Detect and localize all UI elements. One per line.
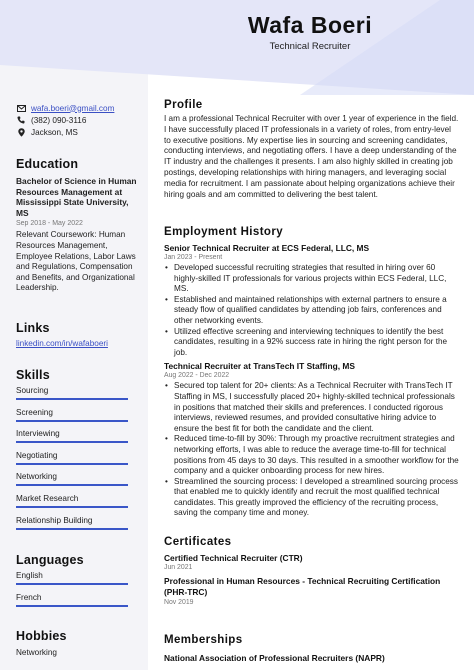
skill-label: Sourcing: [16, 386, 49, 395]
language-label: English: [16, 571, 43, 580]
job-bullets: [164, 263, 460, 358]
hobbies-heading: Hobbies: [16, 629, 67, 643]
education-block: [16, 176, 141, 294]
skill-item: [16, 408, 128, 422]
skill-label: Negotiating: [16, 451, 58, 460]
skill-item: [16, 516, 128, 530]
language-bar: [16, 583, 128, 585]
contact-phone-row: [16, 114, 141, 126]
linkedin-link[interactable]: linkedin.com/in/wafaboeri: [16, 339, 108, 348]
email-link[interactable]: wafa.boeri@gmail.com: [31, 103, 115, 113]
language-item: [16, 571, 128, 585]
contact-block: [16, 102, 141, 138]
certificate-title: Certified Technical Recruiter (CTR): [164, 553, 303, 563]
job-bullets: [164, 381, 460, 519]
employment-section: [164, 226, 460, 519]
envelope-icon: [16, 103, 26, 113]
profile-heading: Profile: [164, 99, 203, 111]
skill-bar: [16, 463, 128, 465]
membership-item: National Association of Professional Recruiters (NAPR): [164, 653, 385, 663]
profile-section: [164, 99, 460, 200]
certificate-date: Nov 2019: [164, 598, 194, 606]
location-pin-icon: [16, 127, 26, 137]
skill-bar: [16, 528, 128, 530]
profile-text: I am a professional Technical Recruiter with over 1 year of experience in the field. I have successfully placed IT professionals in a variety of roles, from entry-level to executive positions. My expertise lies in sourcing and screening candidates, conducting interviews, and negotiating offers. I have a deep understanding of the IT industry and the challenges it presents. I am also highly skilled in creating job postings, developing relationships with hiring managers, and leveraging social media for recruitment. I am passionate about helping organizations achieve their hiring goals and am committed to delivering the best talent.: [164, 114, 459, 199]
skill-label: Screening: [16, 408, 53, 417]
candidate-name: Wafa Boeri: [247, 12, 373, 38]
employment-heading: Employment History: [164, 226, 284, 238]
skill-bar: [16, 398, 128, 400]
languages-heading: Languages: [16, 553, 84, 567]
sidebar-background: [0, 0, 148, 670]
skill-bar: [16, 420, 128, 422]
job-title: Senior Technical Recruiter at ECS Federal, LLC, MS: [164, 243, 370, 253]
skill-item: [16, 386, 128, 400]
job-bullet: • Utilized effective screening and interviewing techniques to identify the best candidates, resulting in a 92% success rate in hiring the right person for the job.: [174, 327, 460, 359]
contact-email-row: [16, 102, 141, 114]
skill-label: Market Research: [16, 494, 79, 503]
certificate-entry: [164, 553, 460, 573]
job-title: Technical Recruiter at TransTech IT Staffing, MS: [164, 361, 355, 372]
certificates-heading: Certificates: [164, 536, 232, 548]
location-text: Jackson, MS: [31, 127, 78, 137]
memberships-section: [164, 634, 460, 663]
education-degree: Bachelor of Science in Human Resources Management at Mississippi State University, MS: [16, 176, 137, 218]
skill-item: [16, 472, 128, 486]
contact-location-row: [16, 126, 141, 138]
skill-bar: [16, 484, 128, 486]
job-bullet: • Streamlined the sourcing process: I developed a streamlined sourcing process that enabled me to quickly identify and recruit the most qualified technical candidates. This greatly improved the efficiency of the recruiting process, saving the company time and money.: [174, 477, 460, 519]
phone-icon: [16, 115, 26, 125]
job-bullet: • Secured top talent for 20+ clients: As a Technical Recruiter with TransTech IT Staffing in MS, I successfully placed 20+ highly-skilled technical professionals in positions that matched their skills and preferences. I conducted rigorous interviews, reviewed resumes, and provided consultative hiring advice to ensure the best fit for both the candidate and the client.: [174, 381, 460, 434]
job-bullet: • Reduced time-to-fill by 30%: Through my proactive recruitment strategies and networking efforts, I was able to reduce the average time-to-fill for technical positions from 45 days to 30 days. This resulted in a smoother workflow for the company and a quicker onboarding process for new hires.: [174, 434, 460, 476]
job-dates: Jan 2023 - Present: [164, 254, 223, 261]
language-item: [16, 593, 128, 607]
skill-item: [16, 429, 128, 443]
phone-number: (382) 090-3116: [31, 115, 87, 125]
skill-label: Relationship Building: [16, 516, 93, 525]
links-heading: Links: [16, 321, 50, 335]
language-label: French: [16, 593, 42, 602]
certificate-entry: [164, 576, 460, 608]
education-heading: Education: [16, 157, 79, 171]
skill-bar: [16, 441, 128, 443]
skill-bar: [16, 506, 128, 508]
certificate-title: Professional in Human Resources - Technical Recruiting Certification (PHR-TRC): [164, 576, 441, 597]
memberships-heading: Memberships: [164, 634, 243, 646]
skill-item: [16, 451, 128, 465]
job-bullet: • Developed successful recruiting strategies that resulted in hiring over 60 highly-skilled IT professionals for various projects within ECS Federal, LLC, MS.: [174, 263, 460, 295]
skill-item: [16, 494, 128, 508]
job-dates: Aug 2022 - Dec 2022: [164, 372, 230, 380]
job-bullet: • Established and maintained relationships with external partners to ensure a steady flow of qualified candidates by attending job fairs, conferences and other networking events.: [174, 295, 460, 327]
skill-label: Interviewing: [16, 429, 60, 438]
education-coursework: Relevant Coursework: Human Resources Management, Employee Relations, Labor Laws and Regulations, Compensation and Benefits, and Organizational Leadership.: [16, 230, 136, 293]
job-entry: [164, 243, 460, 358]
education-dates: Sep 2018 - May 2022: [16, 220, 83, 228]
candidate-role: Technical Recruiter: [269, 41, 351, 52]
certificate-date: Jun 2021: [164, 564, 193, 571]
language-bar: [16, 605, 128, 607]
certificates-section: [164, 536, 460, 608]
links-block: [16, 339, 141, 350]
job-entry: [164, 361, 460, 519]
skill-label: Networking: [16, 472, 57, 481]
skills-heading: Skills: [16, 368, 50, 382]
hobby-item: Networking: [16, 648, 57, 657]
